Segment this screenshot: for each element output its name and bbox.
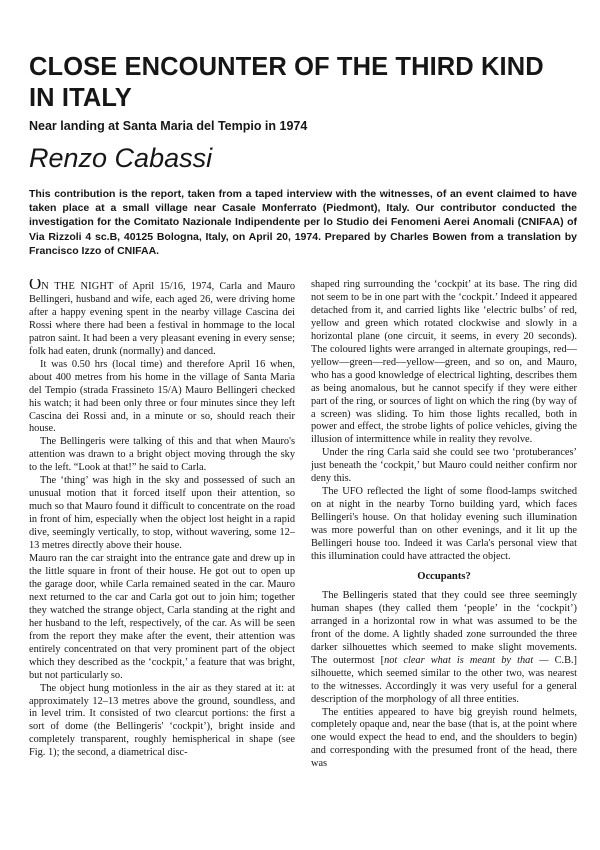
section-heading: Occupants? [417,570,471,582]
body-paragraph: The UFO reflected the light of some flood-lamps switched on at night in the nearby Torno building yard, which faces Bellingeri's house. On that holiday evening such illumination was more powerful than on other evenings, and it lit up the Bellingeri house too. Indeed it was Carla's personal view that this illumination could have attracted the object. [311,486,577,563]
body-paragraph: The entities appeared to have big greyish round helmets, completely opaque and, near the base (that is, at the point where one would expect the head to end, and the shoulders to begin) and corresponding with the presumed front of the head, there was [311,706,577,770]
body-column-left [29,279,295,844]
body-paragraph: The ‘thing’ was high in the sky and possessed of such an unusual motion that it forced itself upon their attention, so much so that Mauro found it difficult to concentrate on the road in front of him, especially when the object lost height in a rapid dive, seemingly vertically, to stop, without wavering, some 12–13 metres directly above their house. [29,475,295,552]
article-subtitle: Near landing at Santa Maria del Tempio in 1974 [29,119,308,133]
body-paragraph: It was 0.50 hrs (local time) and therefore April 16 when, about 400 metres from his home in the village of Santa Maria del Tempio (strada Frassineto 15/A) Mauro Bellingeri checked his watch; it had been only three or four minutes since they left Cascina dei Rossi and, in a minute or so, should reach their house. [29,358,295,435]
body-column-right [311,279,577,844]
body-paragraph [311,590,577,707]
author-name: Renzo Cabassi [29,143,213,173]
editorial-note: not clear what is meant by that — [384,654,549,666]
body-paragraph: The object hung motionless in the air as they stared at it: at approximately 12–13 metres above the ground, soundless, and in level trim. It consisted of two clearcut portions: the first a sort of dome (the Bellingeris' ‘cockpit’), bright inside and completely transparent, roughly hemispherical in shape (see Fig. 1); the second, a diametrical disc- [29,682,295,759]
opening-small-caps: N THE NIGHT [41,281,114,292]
paragraph-text: of April 15/16, 1974, Carla and Mauro Bellingeri, husband and wife, each aged 26, were driving home after a happy evening spent in the nearby village Cascina dei Rossi where there had been a festival in hommage to the local patron saint. It had been a very pleasant evening in every sense; folk had eaten, drunk (normally) and danced. [29,281,295,357]
body-paragraph: shaped ring surrounding the ‘cockpit’ at its base. The ring did not seem to be in one part with the ‘cockpit.’ Indeed it appeared detached from it, and carried lights like ‘electric bulbs’ of red, yellow and green which rotated clockwise and slowly in a horizontal plane (one circuit, it seems, in every 20 seconds). The coloured lights were arranged in alternate groupings, red—yellow—green—red—yellow—green, and so on, and Mauro, who has a good knowledge of electrical lighting, describes them as being anomalous, but he cannot specify if they were either part of the ring, or sources of light on which the ring (by way of a screen) was sliding. To him those lights recalled, both in power and effect, the strobe lights of police vehicles, giving the illusion of intermittence while in reality they revolve. [311,279,577,446]
drop-cap: O [29,279,42,293]
body-paragraph: Under the ring Carla said she could see two ‘protuberances’ just beneath the ‘cockpit,’ but Mauro could neither confirm nor deny this. [311,447,577,485]
body-paragraph: The Bellingeris were talking of this and that when Mauro's attention was drawn to a bright object moving through the sky to the left. “Look at that!” he said to Carla. [29,436,295,474]
paragraph-text: The Bellingeris stated that they could see three seemingly human shapes (they called them ‘people’ in the ‘cockpit’) arranged in a horizontal row in what was assumed to be the front of the dome. A lightly shaded zone surrounded the three darker silhouettes which seemed to make slight movements. The outermost [ [311,589,577,666]
article-title: CLOSE ENCOUNTER OF THE THIRD KIND IN ITALY [29,53,544,112]
body-paragraph: Mauro ran the car straight into the entrance gate and drew up in the little square in front of their house. He got out to open up the garage door, while Carla remained seated in the car. Mauro next returned to the car and Carla got out to join him; together they watched the strange object, Carla standing at the right and her husband to the left, respectively, of the car. As will be seen from the report they make after the event, their attention was entirely concentrated on that very prominent part of the object which they described as the ‘cockpit,’ a feature that was bright, but not particularly so. [29,553,295,681]
body-paragraph [29,279,295,359]
paragraph-text: C.B.] silhouette, which seemed similar to the other two, was nearest to the witnesses. Accordingly it was very useful for a general description of the morphology of all three entities. [311,654,577,705]
editor-introduction: This contribution is the report, taken from a taped interview with the witnesses, of an event claimed to have taken place at a small village near Casale Monferrato (Piedmont), Italy. Our contributor conducted the investigation for the Comitato Nazionale Indipendente per lo Studio dei Fenomeni Aerei Anomali (CNIFAA) of Via Rizzoli 4 sc.B, 40125 Bologna, Italy, on April 20, 1974. Prepared by Charles Bowen from a translation by Francisco Izzo of CNIFAA. [29,188,577,257]
